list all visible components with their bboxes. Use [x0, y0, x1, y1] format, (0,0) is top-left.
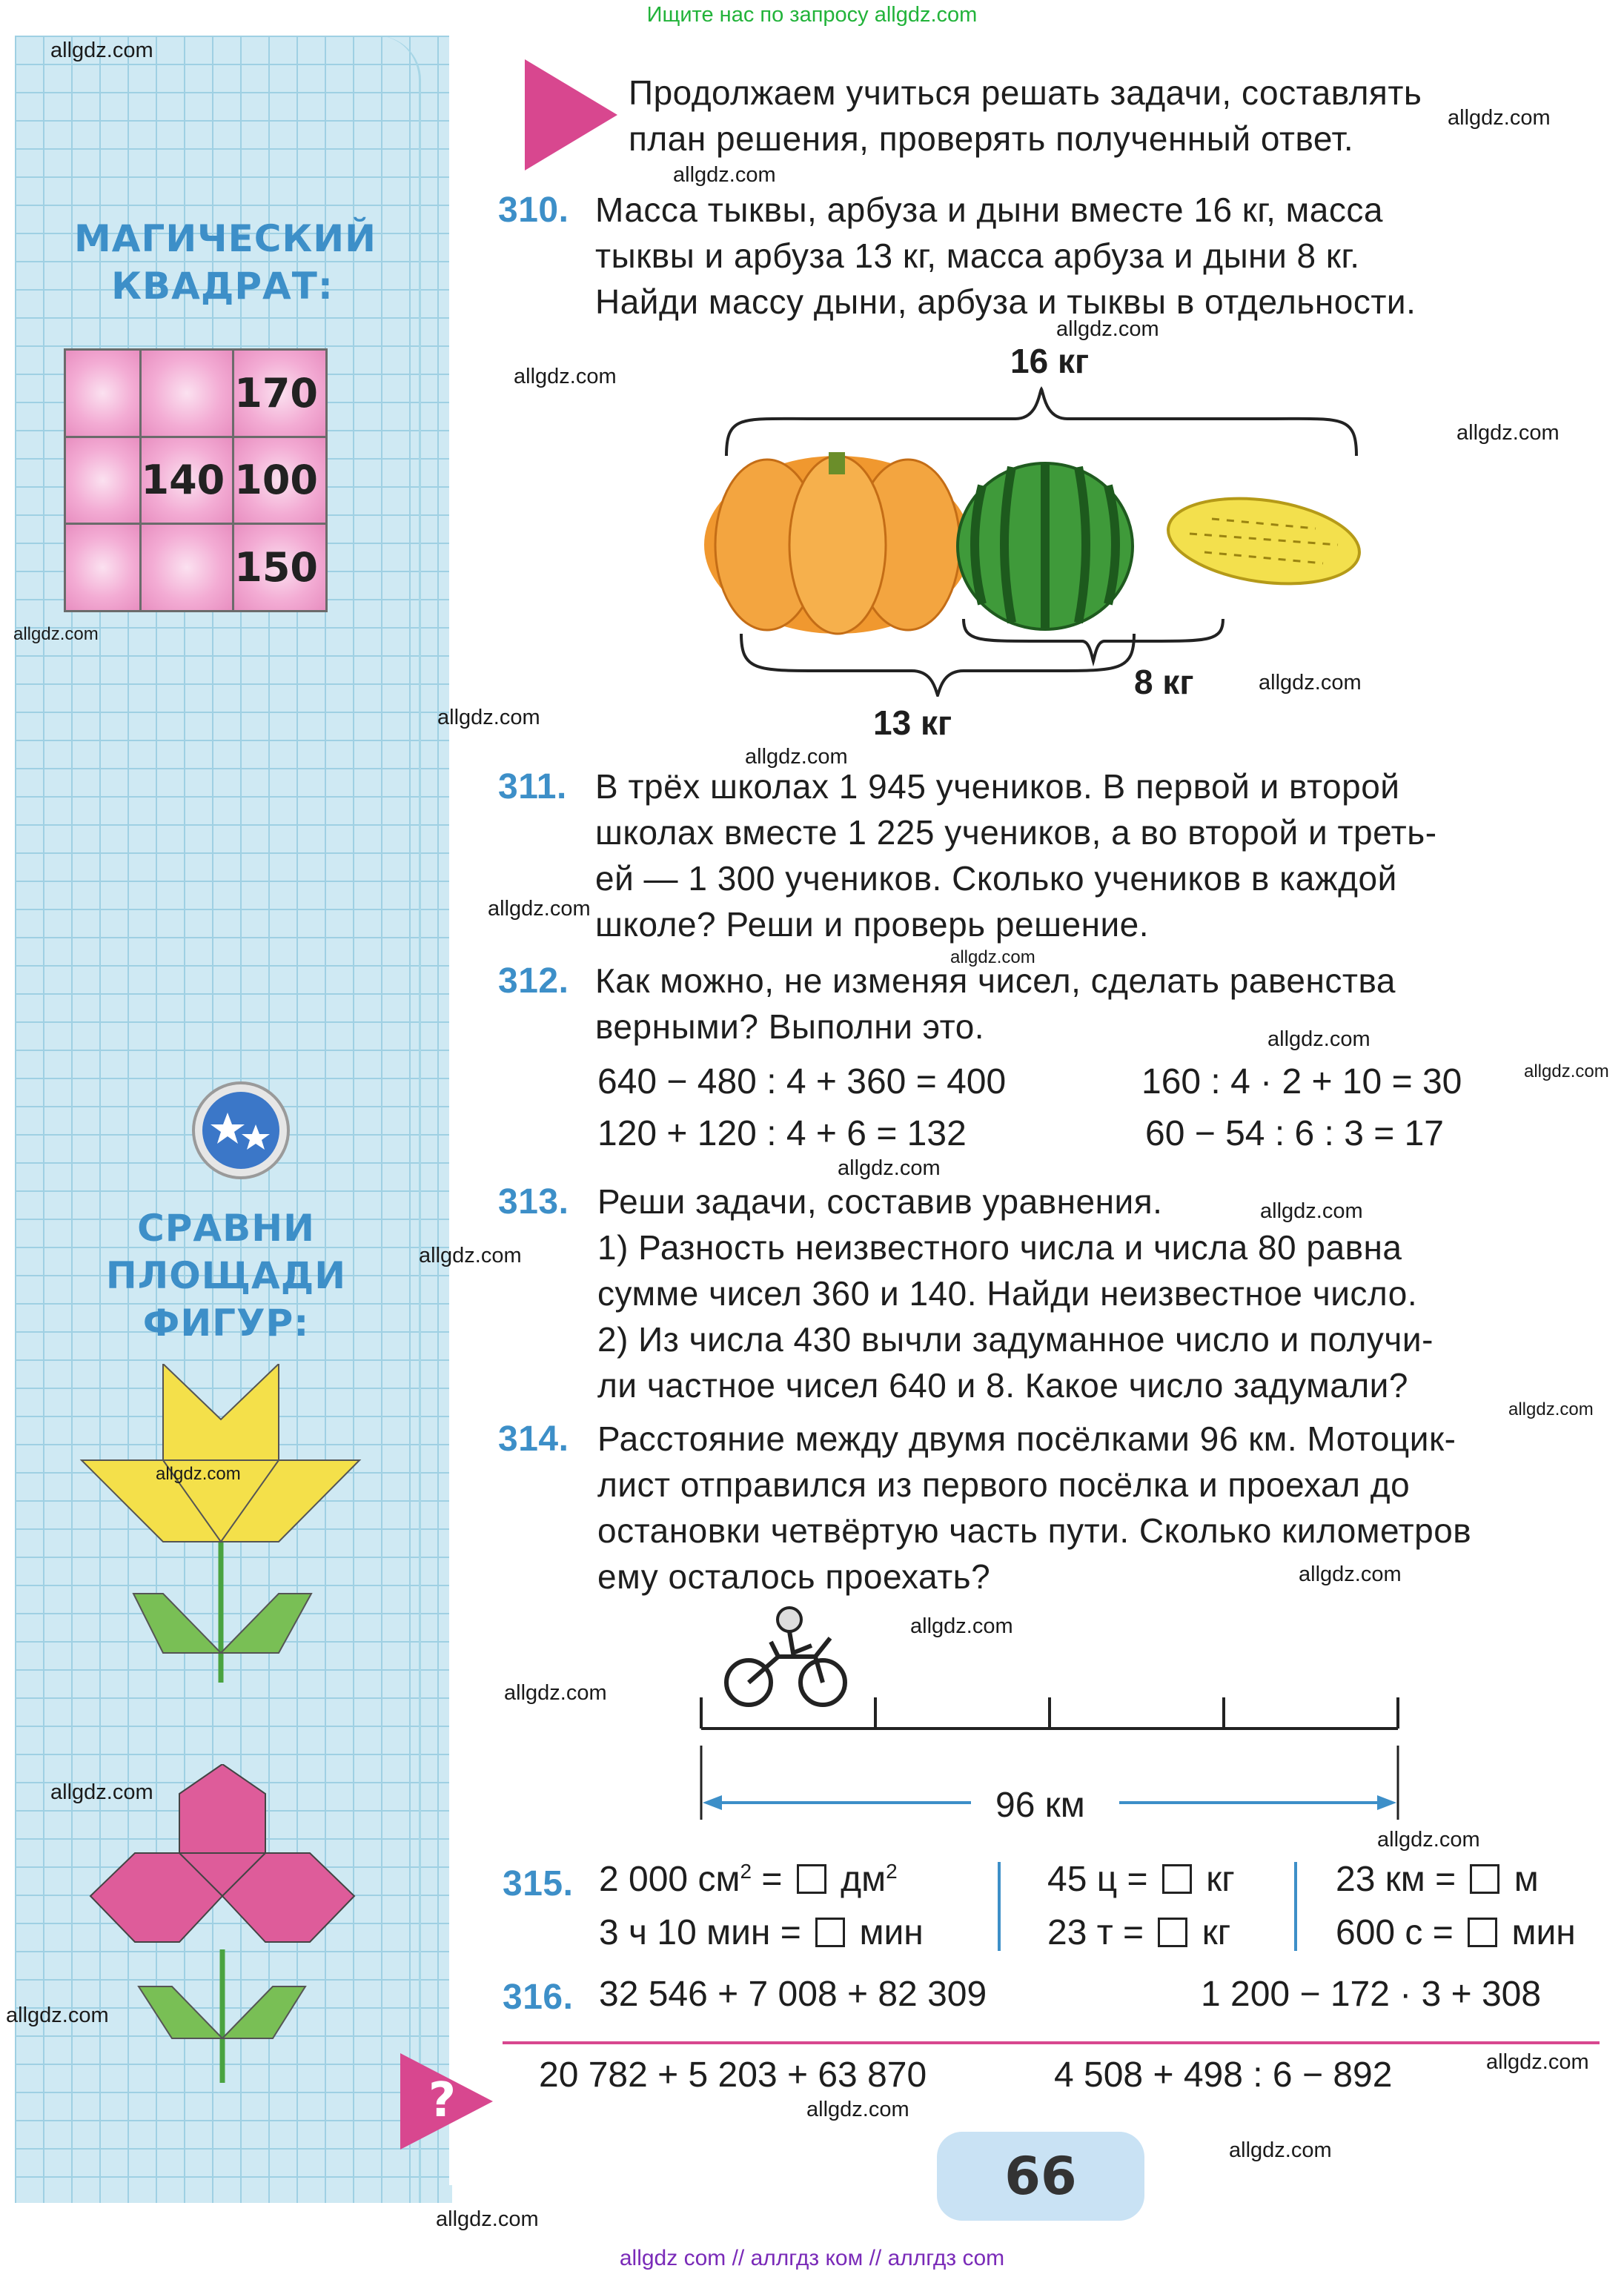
watermark: allgdz.com	[838, 1156, 941, 1180]
watermark: allgdz.com	[806, 2098, 909, 2121]
distance-label: 96 км	[995, 1786, 1085, 1825]
watermark: allgdz.com	[50, 1780, 153, 1804]
conversion-315-b2: 23 т = кг	[1047, 1913, 1231, 1952]
magic-cell: 170	[234, 351, 325, 436]
conversion-315-c1: 23 км = м	[1336, 1860, 1539, 1899]
watermark: allgdz.com	[436, 2207, 539, 2231]
watermark: allgdz.com	[1299, 1562, 1402, 1586]
watermark: allgdz.com	[910, 1614, 1013, 1638]
watermark: allgdz.com	[1524, 1061, 1609, 1081]
answer-box[interactable]	[1162, 1864, 1192, 1894]
watermark: allgdz.com	[1267, 1027, 1371, 1051]
answer-box[interactable]	[1470, 1864, 1499, 1894]
problem-310	[498, 187, 569, 233]
watermark: allgdz.com	[1260, 1199, 1363, 1223]
watermark: allgdz.com	[1377, 1828, 1480, 1852]
answer-box[interactable]	[815, 1918, 845, 1947]
problem-312-text: Как можно, не изменяя чисел, сделать равенства верными? Выполни это.	[595, 961, 1396, 1046]
conversion-315-b1: 45 ц = кг	[1047, 1860, 1235, 1899]
problem-number: 311.	[498, 767, 567, 806]
problem-313	[498, 1179, 569, 1225]
watermark: allgdz.com	[1056, 317, 1159, 341]
problem-number: 313.	[498, 1182, 569, 1222]
watermark: allgdz.com	[1259, 671, 1362, 695]
problem-314-text: Расстояние между двумя посёлками 96 км. Мотоцик- лист отправился из первого посёлка и проехал до остановки четвёртую часть пути. Сколько километров ему осталось проехать?	[597, 1419, 1472, 1596]
magic-square-title: МАГИЧЕСКИЙ КВАДРАТ:	[74, 217, 377, 308]
watermark: allgdz.com	[1486, 2050, 1589, 2074]
problem-number: 312.	[498, 961, 569, 1001]
expression-316-3: 20 782 + 5 203 + 63 870	[539, 2055, 927, 2095]
magic-cell	[66, 438, 139, 523]
watermark: allgdz.com	[504, 1681, 607, 1705]
brace-bottom-8	[956, 615, 1230, 667]
answer-box[interactable]	[797, 1864, 826, 1894]
label-16-kg: 16 кг	[1010, 342, 1090, 380]
divider-line	[503, 2041, 1600, 2044]
watermark: allgdz.com	[1448, 106, 1551, 130]
top-notice[interactable]: Ищите нас по запросу allgdz.com	[646, 3, 978, 27]
watermark: allgdz.com	[488, 897, 591, 921]
conversion-315-a2: 3 ч 10 мин = мин	[599, 1913, 924, 1952]
column-separator	[1294, 1862, 1297, 1951]
problem-310-text: Масса тыквы, арбуза и дыни вместе 16 кг, масса тыквы и арбуза 13 кг, масса арбуза и дыни 8 кг. Найди массу дыни, арбуза и тыквы в отдельности.	[595, 190, 1416, 321]
watermelon-icon	[952, 456, 1138, 634]
conversion-315-c2: 600 с = мин	[1336, 1913, 1576, 1952]
page-number: 66	[937, 2132, 1144, 2221]
label-13-kg: 13 кг	[873, 703, 952, 742]
watermark: allgdz.com	[156, 1464, 241, 1484]
pumpkin-icon	[697, 437, 978, 637]
play-triangle-icon	[525, 59, 621, 170]
equation-312-1: 640 − 480 : 4 + 360 = 400	[597, 1062, 1007, 1101]
watermark: allgdz.com	[6, 2004, 109, 2027]
problem-313-text: Реши задачи, составив уравнения. 1) Разность неизвестного числа и числа 80 равна сумме чисел 360 и 140. Найди неизвестное число. 2) Из числа 430 вычли задуманное число и получи- ли частное чисел 640 и 8. Какое число задумали?	[597, 1182, 1434, 1405]
label-8-kg: 8 кг	[1134, 663, 1194, 701]
magic-cell	[66, 351, 139, 436]
watermark: allgdz.com	[1508, 1399, 1594, 1419]
problem-number: 316.	[503, 1978, 574, 2017]
problem-312	[498, 958, 569, 1004]
equation-312-2: 120 + 120 : 4 + 6 = 132	[597, 1114, 967, 1153]
watermark: allgdz.com	[1229, 2138, 1332, 2162]
problem-314	[498, 1416, 569, 1462]
conversion-315-a1: 2 000 $см^2 = дм^2$	[599, 1860, 898, 1899]
footer-links[interactable]: allgdz com // аллгдз ком // аллгдз com	[619, 2246, 1005, 2270]
intro-text: Продолжаем учиться решать задачи, составлять план решения, проверять полученный ответ.	[629, 73, 1422, 158]
compare-areas-title: СРАВНИ ПЛОЩАДИ ФИГУР:	[105, 1207, 347, 1345]
problem-316	[503, 1974, 573, 2021]
magic-cell: 150	[234, 525, 325, 610]
problem-311	[498, 763, 567, 810]
yellow-flower-icon	[74, 1364, 363, 1690]
column-separator	[998, 1862, 1001, 1951]
magic-cell	[66, 525, 139, 610]
answer-box[interactable]	[1468, 1918, 1497, 1947]
expression-316-2: 1 200 − 172 · 3 + 308	[1201, 1975, 1542, 2014]
question-mark-icon	[400, 2053, 497, 2150]
watermark: allgdz.com	[437, 706, 540, 729]
equation-312-3: 160 : 4 · 2 + 10 = 30	[1141, 1062, 1462, 1101]
equation-312-4: 60 − 54 : 6 : 3 = 17	[1145, 1114, 1444, 1153]
problem-311-text: В трёх школах 1 945 учеников. В первой и второй школах вместе 1 225 учеников, а во второй и треть- ей — 1 300 учеников. Сколько учеников в каждой школе? Реши и проверь решение.	[595, 767, 1437, 944]
problem-number: 314.	[498, 1419, 569, 1459]
expression-316-1: 32 546 + 7 008 + 82 309	[599, 1975, 987, 2014]
problem-number: 310.	[498, 190, 569, 230]
watermark: allgdz.com	[419, 1244, 522, 1267]
watermark: allgdz.com	[13, 624, 99, 644]
magic-cell: 140	[142, 438, 233, 523]
watermark: allgdz.com	[673, 163, 776, 187]
svg-text:?: ?	[428, 2073, 457, 2128]
problem-315	[503, 1860, 573, 1907]
magic-cell	[142, 351, 233, 436]
answer-box[interactable]	[1158, 1918, 1187, 1947]
stars-badge-icon	[189, 1078, 293, 1182]
watermark: allgdz.com	[950, 947, 1035, 967]
watermark: allgdz.com	[50, 39, 153, 62]
pink-flower-icon	[83, 1764, 365, 2090]
top-bar	[0, 0, 1624, 36]
problem-number: 315.	[503, 1864, 574, 1903]
watermark: allgdz.com	[514, 365, 617, 388]
watermark: allgdz.com	[1456, 421, 1560, 445]
watermark: allgdz.com	[745, 745, 848, 769]
melon-icon	[1160, 493, 1375, 589]
expression-316-4: 4 508 + 498 : 6 − 892	[1054, 2055, 1393, 2095]
magic-square	[64, 348, 328, 612]
magic-cell	[142, 525, 233, 610]
magic-cell: 100	[234, 438, 325, 523]
